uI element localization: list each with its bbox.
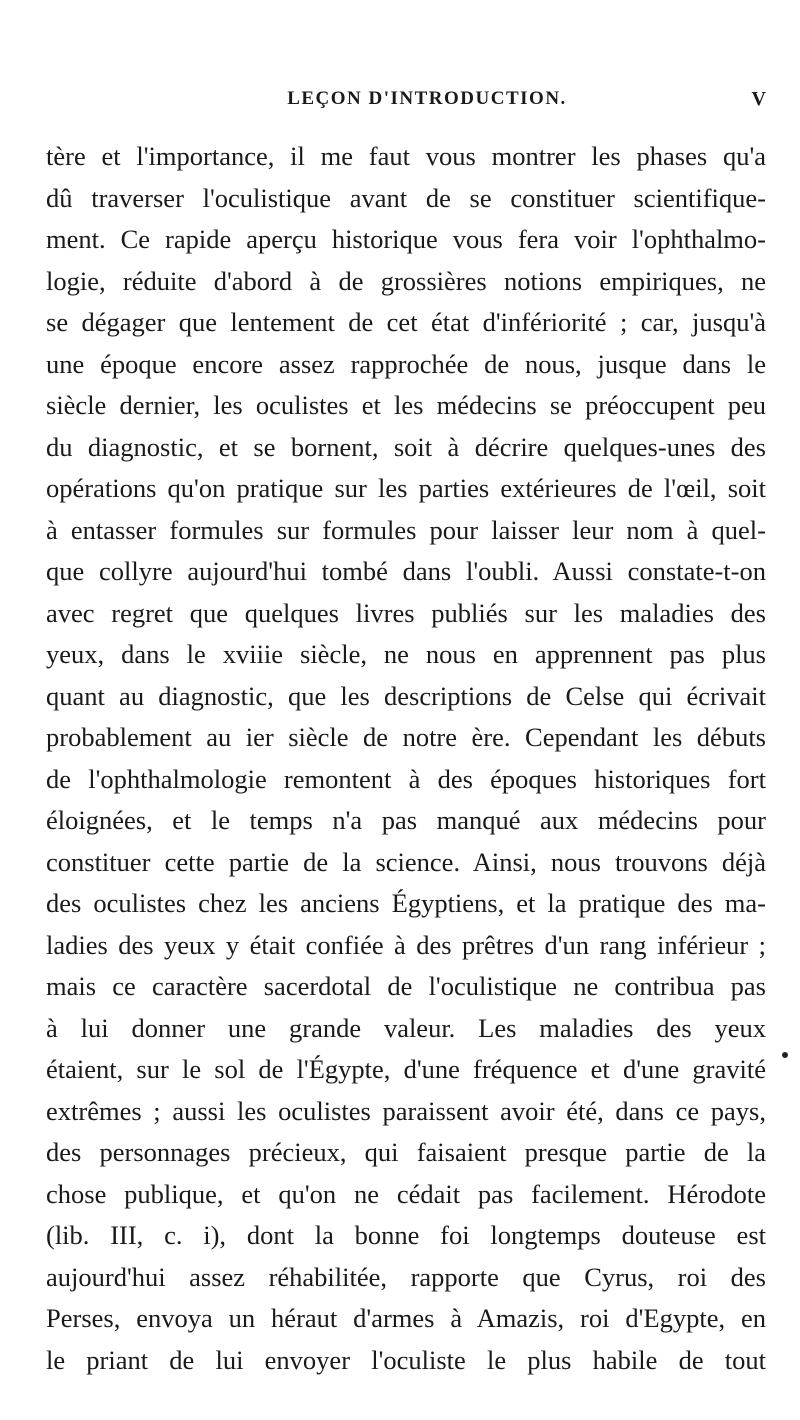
text-line: extrêmes ; aussi les oculistes paraissent avoir été, dans ce pays, [46, 1095, 766, 1126]
text-line: opérations qu'on pratique sur les parties extérieures de l'œil, soit [46, 473, 766, 503]
text-line: éloignées, et le temps n'a pas manqué aux médecins pour [46, 805, 766, 835]
text-line: tère et l'importance, il me faut vous montrer les phases qu'a [46, 141, 766, 171]
text-line: des oculistes chez les anciens Égyptiens, et la pratique des ma- [46, 888, 766, 918]
text-line: chose publique, et qu'on ne cédait pas facilement. Hérodote [46, 1178, 766, 1209]
text-line: ladies des yeux y était confiée à des prêtres d'un rang inférieur ; [46, 929, 766, 960]
running-head [48, 88, 766, 118]
page-number: V [751, 88, 766, 110]
text-line: logie, réduite d'abord à de grossières notions empiriques, ne [46, 265, 766, 296]
text-line: siècle dernier, les oculistes et les médecins se préoccupent peu [46, 390, 766, 420]
body-text [46, 136, 766, 1381]
text-line: (lib. III, c. i), dont la bonne foi longtemps douteuse est [46, 1220, 766, 1250]
text-line: avec regret que quelques livres publiés sur les maladies des [46, 597, 766, 628]
margin-dot-mark [782, 1052, 788, 1058]
text-line: quant au diagnostic, que les descriptions de Celse qui écrivait [46, 680, 766, 711]
text-line: étaient, sur le sol de l'Égypte, d'une fréquence et d'une gravité [46, 1054, 766, 1084]
text-line: ment. Ce rapide aperçu historique vous fera voir l'ophthalmo- [46, 224, 766, 254]
text-line: du diagnostic, et se bornent, soit à décrire quelques-unes des [46, 431, 766, 462]
text-line: se dégager que lentement de cet état d'infériorité ; car, jusqu'à [46, 307, 766, 337]
text-line: des personnages précieux, qui faisaient presque partie de la [46, 1137, 766, 1167]
text-line: dû traverser l'oculistique avant de se constituer scientifique- [46, 182, 766, 213]
text-line: à entasser formules sur formules pour laisser leur nom à quel- [46, 514, 766, 545]
running-title: LEÇON D'INTRODUCTION. [287, 88, 567, 109]
text-line: une époque encore assez rapprochée de nous, jusque dans le [46, 348, 766, 379]
text-line: yeux, dans le xviiie siècle, ne nous en apprennent pas plus [46, 639, 766, 669]
text-line: de l'ophthalmologie remontent à des époques historiques fort [46, 763, 766, 794]
text-line: le priant de lui envoyer l'oculiste le plus habile de tout [46, 1344, 766, 1375]
text-line: que collyre aujourd'hui tombé dans l'oubli. Aussi constate-t-on [46, 556, 766, 586]
text-line: aujourd'hui assez réhabilitée, rapporte que Cyrus, roi des [46, 1261, 766, 1292]
text-line: à lui donner une grande valeur. Les maladies des yeux [46, 1012, 766, 1043]
text-line: Perses, envoya un héraut d'armes à Amazis, roi d'Egypte, en [46, 1303, 766, 1333]
text-line: mais ce caractère sacerdotal de l'oculistique ne contribua pas [46, 971, 766, 1001]
text-line: probablement au ier siècle de notre ère. Cependant les débuts [46, 722, 766, 752]
text-line: constituer cette partie de la science. Ainsi, nous trouvons déjà [46, 846, 766, 877]
